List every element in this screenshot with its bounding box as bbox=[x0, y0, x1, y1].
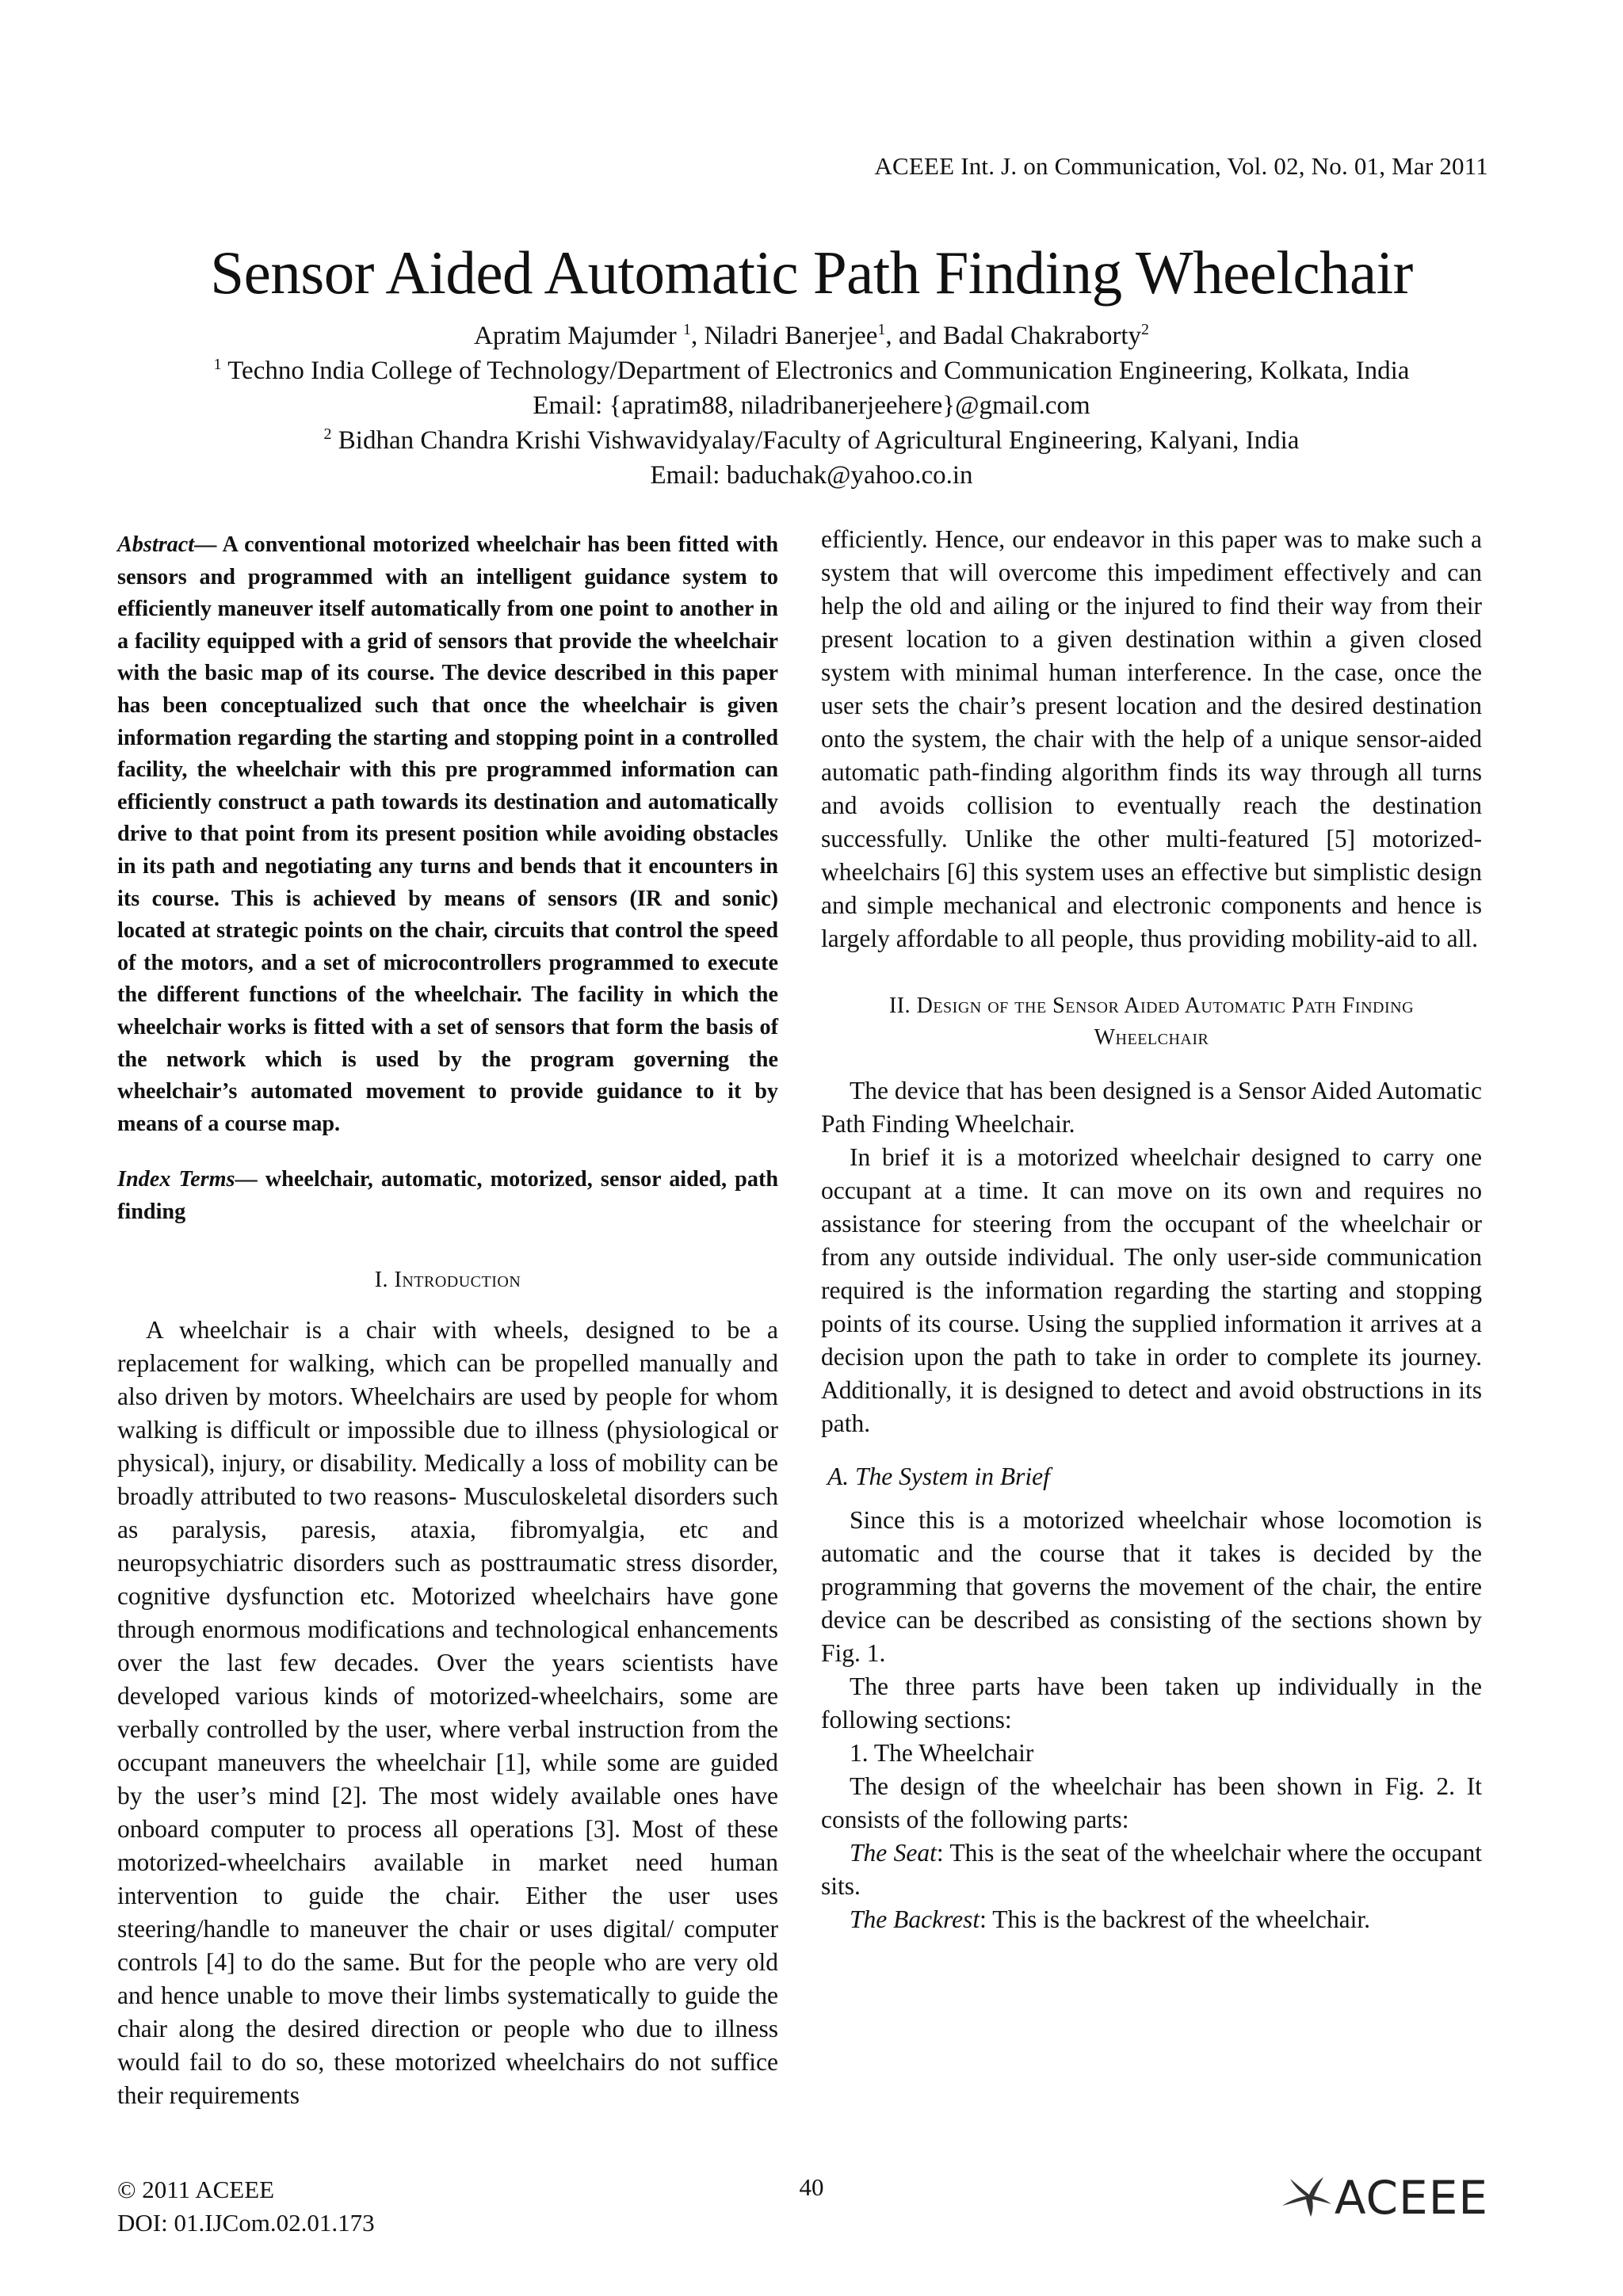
right-column bbox=[821, 523, 1482, 1936]
intro-paragraph: A wheelchair is a chair with wheels, designed to be a replacement for walking, which can be propelled manually and also driven by motors. Wheelchairs are used by people for whom walking is difficult or impossible due to illness (physiological or physical), injury, or disability. Medically a loss of mobility can be broadly attributed to two reasons- Musculoskeletal disorders such as paralysis, paresis, ataxia, fibromyalgia, etc and neuropsychiatric disorders such as posttraumatic stress disorder, cognitive dysfunction etc. Motorized wheelchairs have gone through enormous modifications and technological enhancements over the last few decades. Over the years scientists have developed various kinds of motorized-wheelchairs, some are verbally controlled by the user, where verbal instruction from the occupant maneuvers the wheelchair [1], while some are guided by the user’s mind [2]. The most widely available ones have onboard computer to process all operations [3]. Most of these motorized-wheelchairs available in market need human intervention to guide the chair. Either the user uses steering/handle to maneuver the chair or uses digital/ computer controls [4] to do the same. But for the people who are very old and hence unable to move their limbs systematically to guide the chair along the desired direction or people who due to illness would fail to do so, these motorized wheelchairs do not suffice their requirements bbox=[117, 1316, 778, 2110]
index-terms-label: Index Terms bbox=[117, 1167, 235, 1192]
seat-paragraph bbox=[821, 1836, 1482, 1903]
author-name: , and Badal Chakraborty bbox=[885, 322, 1141, 350]
index-terms bbox=[117, 1164, 778, 1228]
abstract bbox=[117, 529, 778, 1140]
author-block bbox=[0, 318, 1623, 493]
affiliation-marker: 1 bbox=[682, 321, 691, 338]
affiliation-marker: 2 bbox=[323, 425, 332, 443]
affiliation-2 bbox=[0, 423, 1623, 458]
author-name: Apratim Majumder bbox=[474, 322, 677, 350]
subsection-heading-system-in-brief: A. The System in Brief bbox=[827, 1463, 1050, 1490]
aceee-logo-icon bbox=[1279, 2174, 1335, 2222]
section-heading-line: II. Design of the Sensor Aided Automatic Path Finding bbox=[888, 994, 1415, 1018]
part-text: : This is the backrest of the wheelchair. bbox=[980, 1905, 1370, 1933]
copyright: © 2011 ACEEE bbox=[117, 2176, 275, 2203]
author-name: , Niladri Banerjee bbox=[690, 322, 878, 350]
affiliation-marker: 2 bbox=[1141, 321, 1149, 338]
wheelchair-paragraph: The design of the wheelchair has been shown in Fig. 2. It consists of the following parts: bbox=[821, 1772, 1482, 1833]
abstract-text: A conventional motorized wheelchair has been fitted with sensors and programmed with an intelligent guidance system to efficiently maneuver itself automatically from one point to another in a facility equipped with a grid of sensors that provide the wheelchair with the basic map of its course. The device described in this paper has been conceptualized such that once the wheelchair is given information regarding the starting and stopping point in a controlled facility, the wheelchair with this pre programmed information can efficiently construct a path towards its destination and automatically drive to that point from its present position while avoiding obstacles in its path and negotiating any turns and bends that it encounters in its course. This is achieved by means of sensors (IR and sonic) located at strategic points on the chair, circuits that control the speed of the motors, and a set of microcontrollers programmed to execute the different functions of the wheelchair. The facility in which the wheelchair works is fitted with a set of sensors that form the basis of the network which is used by the program governing the wheelchair’s automated movement to provide guidance to it by means of a course map. bbox=[117, 532, 778, 1136]
affiliation-marker: 1 bbox=[213, 356, 222, 373]
list-item: 1. The Wheelchair bbox=[850, 1739, 1034, 1767]
intro-paragraph-continued: efficiently. Hence, our endeavor in this paper was to make such a system that will overcome this impediment effectively and can help the old and ailing or the injured to find their way from their present location to a given destination within a given closed system with minimal human interference. In the case, once the user sets the chair’s present location and the desired destination onto the system, the chair with the help of a unique sensor-aided automatic path-finding algorithm finds its way through all turns and avoids collision to eventually reach the destination successfully. Unlike the other multi-featured [5] motorized-wheelchairs [6] this system uses an effective but simplistic design and simple mechanical and electronic components and hence is largely affordable to all people, thus providing mobility-aid to all. bbox=[821, 525, 1482, 952]
abstract-label: Abstract bbox=[117, 532, 195, 557]
email-2: Email: baduchak@yahoo.co.in bbox=[650, 461, 973, 490]
part-label: The Backrest bbox=[850, 1905, 980, 1933]
logo-text: ACEEE bbox=[1334, 2171, 1488, 2225]
affiliation-text: Techno India College of Technology/Department of Electronics and Communication Engineering, Kolkata, India bbox=[221, 357, 1410, 385]
design-paragraph-1: The device that has been designed is a Sensor Aided Automatic Path Finding Wheelchair. bbox=[821, 1077, 1482, 1138]
affiliation-1 bbox=[0, 353, 1623, 388]
section-heading-design bbox=[821, 990, 1482, 1054]
running-head: ACEEE Int. J. on Communication, Vol. 02, No. 01, Mar 2011 bbox=[874, 152, 1488, 180]
affiliation-marker: 1 bbox=[877, 321, 886, 338]
part-label: The Seat bbox=[850, 1839, 937, 1867]
abstract-dash: — bbox=[194, 532, 223, 557]
index-terms-text: wheelchair, automatic, motorized, sensor aided, path finding bbox=[117, 1167, 779, 1224]
section-heading-introduction: I. Introduction bbox=[374, 1268, 521, 1293]
page-number: 40 bbox=[799, 2173, 824, 2201]
email-1: Email: {apratim88, niladribanerjeehere}@gmail.com bbox=[533, 391, 1090, 420]
system-paragraph-1: Since this is a motorized wheelchair whose locomotion is automatic and the course that it takes is decided by the programming that governs the movement of the chair, the entire device can be described as consisting of the sections shown by Fig. 1. bbox=[821, 1506, 1482, 1667]
part-text: : This is the seat of the wheelchair where the occupant sits. bbox=[821, 1839, 1483, 1900]
backrest-paragraph bbox=[821, 1903, 1482, 1936]
left-column bbox=[117, 529, 778, 2112]
doi: DOI: 01.IJCom.02.01.173 bbox=[117, 2209, 375, 2237]
publisher-logo bbox=[1279, 2171, 1488, 2225]
author-names bbox=[0, 318, 1623, 353]
section-heading-line: Wheelchair bbox=[1094, 1025, 1209, 1050]
affiliation-text: Bidhan Chandra Krishi Vishwavidyalay/Faculty of Agricultural Engineering, Kalyani, India bbox=[331, 426, 1300, 455]
system-paragraph-2: The three parts have been taken up individually in the following sections: bbox=[821, 1672, 1482, 1733]
design-paragraph-2: In brief it is a motorized wheelchair designed to carry one occupant at a time. It can move on its own and requires no assistance for steering from the occupant of the wheelchair or from any outside individual. The only user-side communication required is the information regarding the starting and stopping points of its course. Using the supplied information it arrives at a decision upon the path to take in order to complete its journey. Additionally, it is designed to detect and avoid obstructions in its path. bbox=[821, 1143, 1482, 1437]
index-terms-dash: — bbox=[235, 1167, 265, 1192]
paper-title: Sensor Aided Automatic Path Finding Wheelchair bbox=[210, 238, 1413, 307]
